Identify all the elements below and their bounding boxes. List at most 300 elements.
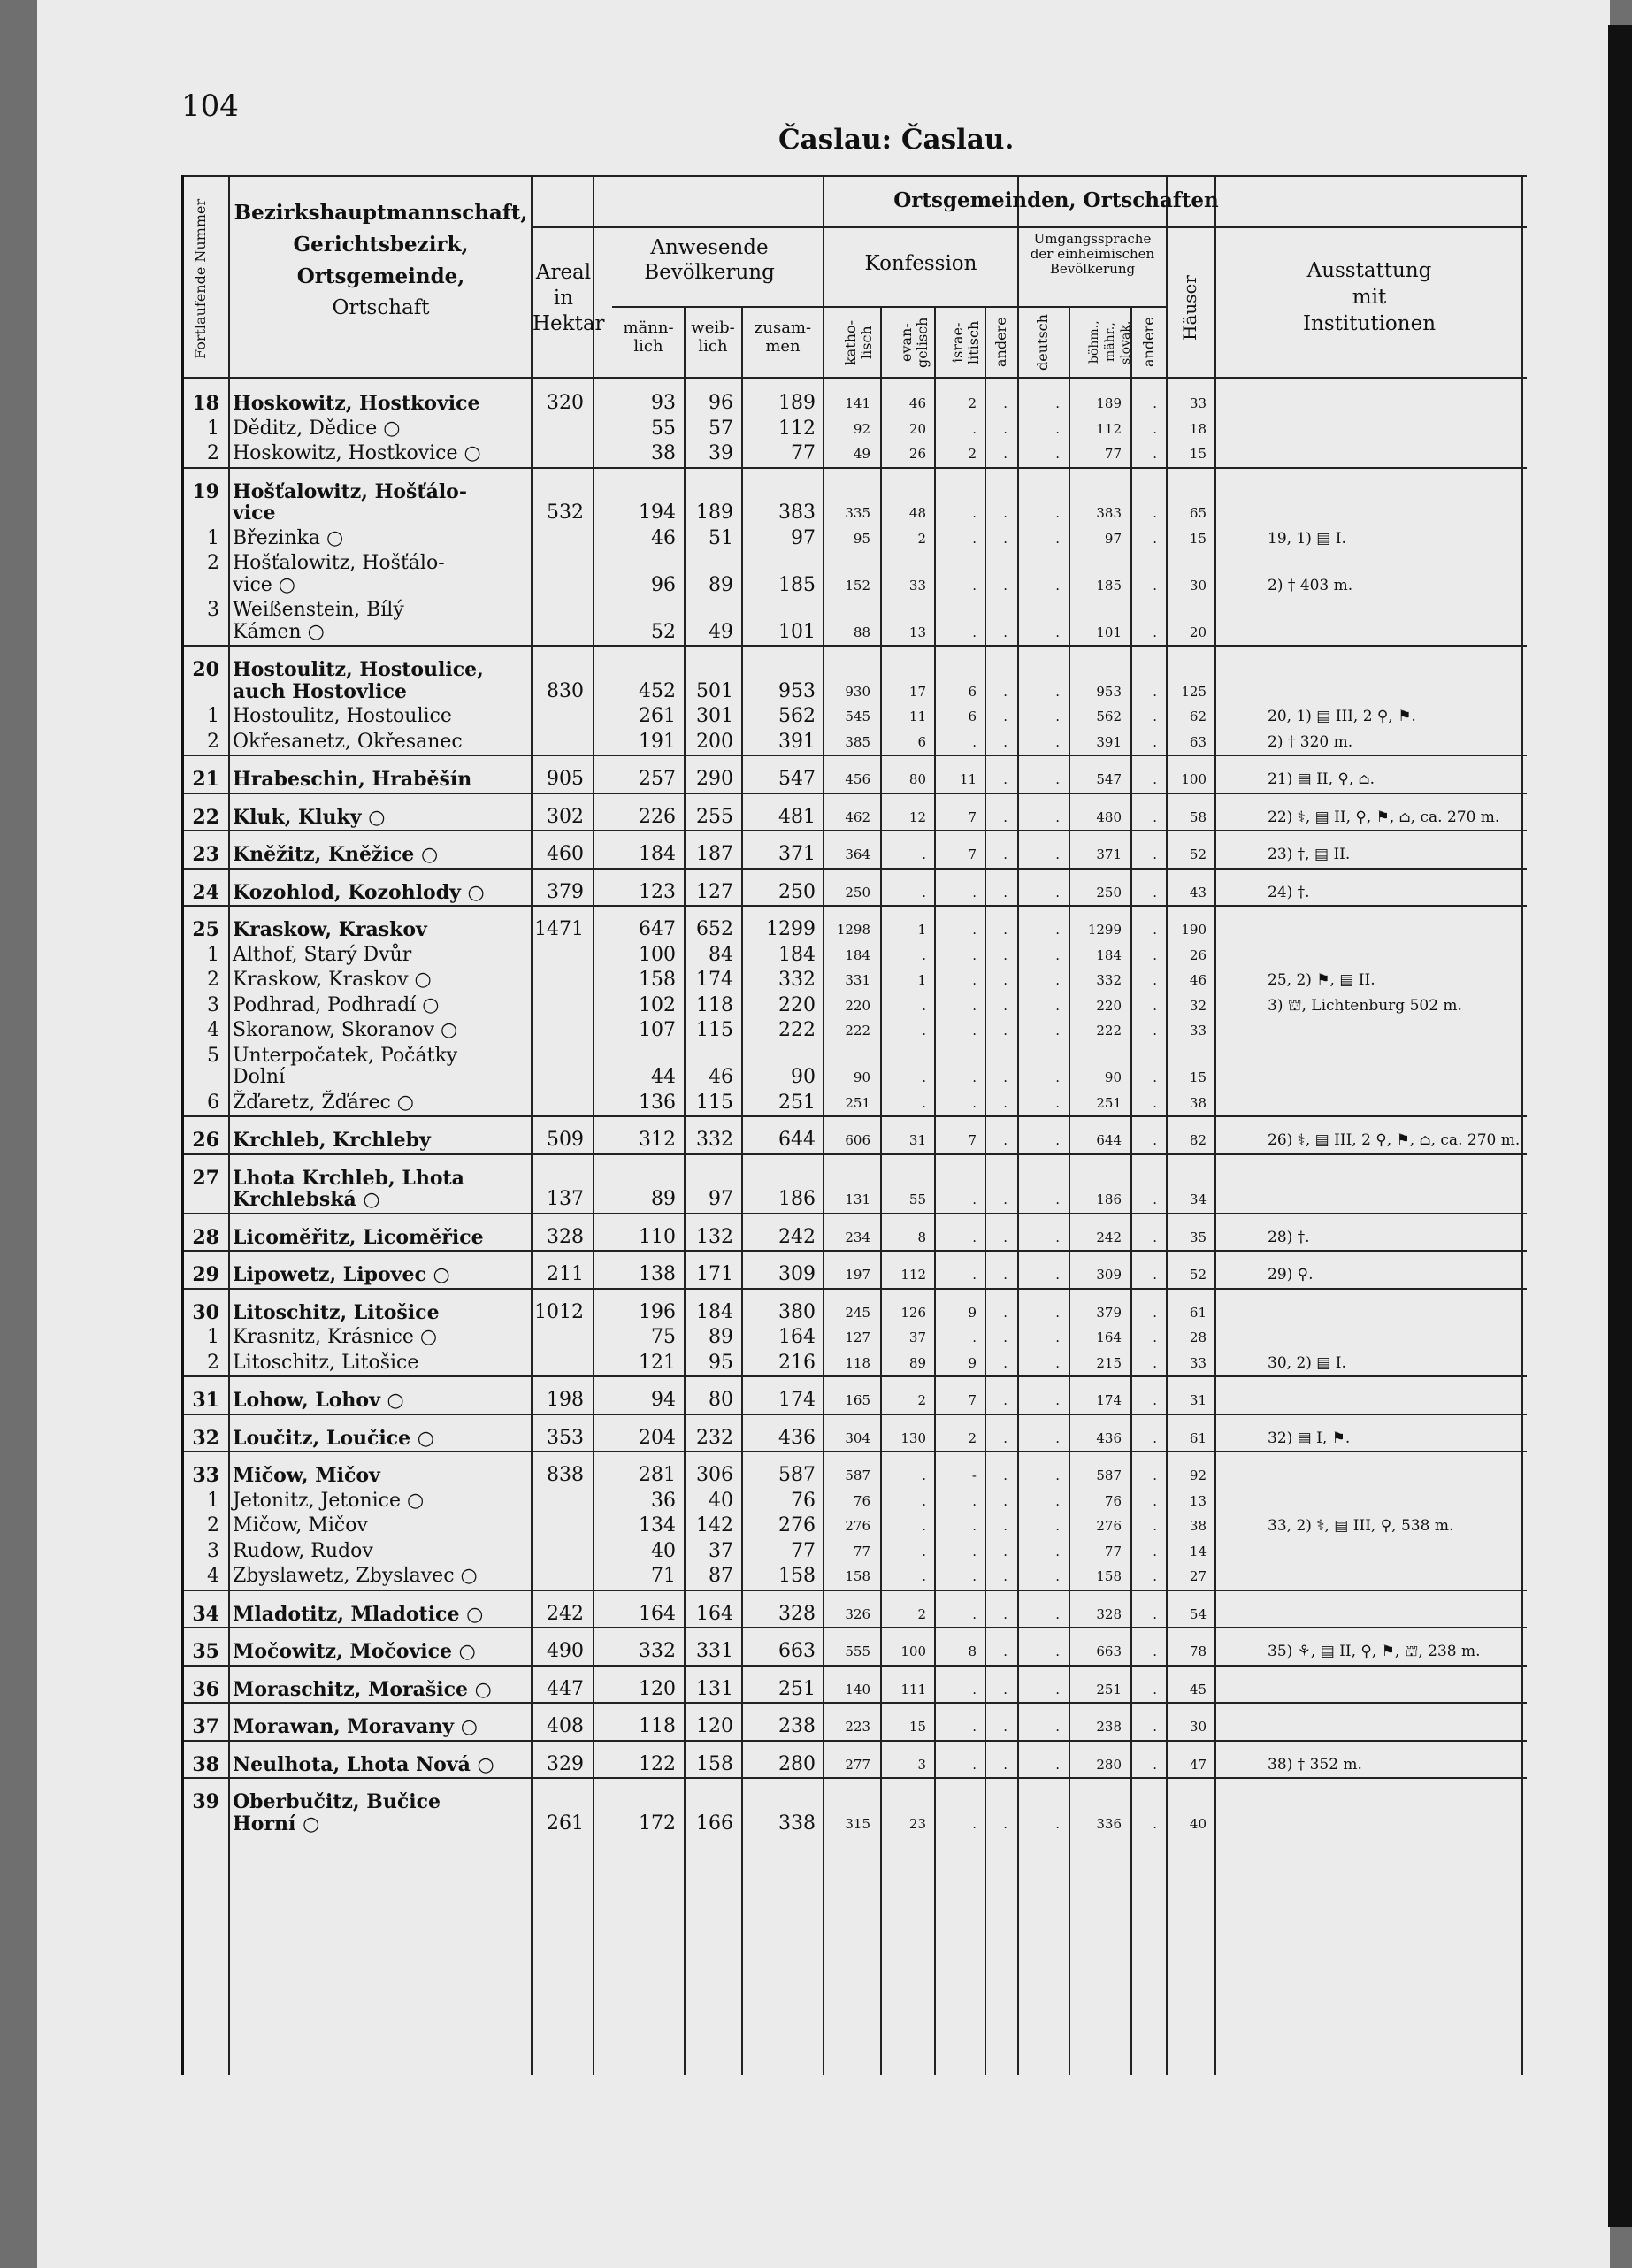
- cell-m: 100: [639, 943, 676, 966]
- header-bezirk-4: Ortschaft: [332, 296, 430, 319]
- cell-m: 158: [639, 969, 676, 991]
- cell-areal: 1471: [534, 918, 584, 940]
- header-areal-3: Hektar: [533, 312, 605, 335]
- table-row: [184, 1565, 1527, 1587]
- cell-an2: .: [1153, 1429, 1157, 1446]
- cell-z: 587: [778, 1464, 816, 1486]
- cell-an2: .: [1153, 1815, 1157, 1832]
- cell-an2: .: [1153, 1605, 1157, 1622]
- cell-an2: .: [1153, 1329, 1157, 1345]
- row-number: 28: [192, 1225, 219, 1249]
- cell-ev: 46: [908, 395, 926, 411]
- cell-kat: 245: [845, 1304, 870, 1321]
- header-weiblich-1: weib-: [691, 318, 735, 337]
- header-maennlich-2: lich: [633, 337, 663, 356]
- cell-and: .: [1003, 1756, 1008, 1773]
- header-zusammen-1: zusam-: [754, 318, 812, 337]
- cell-h: 13: [1189, 1492, 1207, 1509]
- cell-h: 61: [1189, 1429, 1207, 1446]
- cell-w: 184: [696, 1300, 733, 1323]
- header-umgangssprache-1: Umgangssprache: [1033, 231, 1152, 247]
- cell-h: 30: [1189, 1719, 1207, 1735]
- cell-kat: 251: [845, 1094, 870, 1111]
- row-number: 2: [207, 552, 219, 574]
- cell-z: 112: [778, 417, 816, 440]
- cell-an2: .: [1153, 1191, 1157, 1207]
- cell-h: 38: [1189, 1094, 1207, 1111]
- header-areal-1: Areal: [535, 261, 592, 284]
- cell-and: .: [1003, 808, 1008, 825]
- row-number: 1: [207, 705, 219, 727]
- institution-note: 38) † 352 m.: [1268, 1755, 1362, 1774]
- cell-kat: 545: [845, 709, 870, 724]
- table-row: [184, 1263, 1527, 1285]
- row-number: 6: [207, 1091, 219, 1114]
- cell-and: .: [1003, 884, 1008, 900]
- cell-m: 332: [639, 1640, 676, 1662]
- cell-and: .: [1003, 1429, 1008, 1446]
- cell-m: 38: [651, 442, 676, 464]
- cell-w: 120: [696, 1715, 733, 1737]
- cell-kat: 140: [845, 1681, 870, 1697]
- group-separator: [184, 467, 1527, 469]
- cell-bo: 76: [1104, 1492, 1122, 1509]
- header-deutsch: deutsch: [1034, 314, 1051, 371]
- cell-de: .: [1055, 1094, 1060, 1111]
- place-name: Horní ○: [233, 1812, 320, 1835]
- cell-h: 52: [1189, 847, 1207, 862]
- cell-w: 166: [696, 1812, 733, 1835]
- row-number: 5: [207, 1044, 219, 1067]
- cell-h: 125: [1181, 683, 1207, 700]
- cell-an2: .: [1153, 395, 1157, 411]
- cell-isr: .: [972, 972, 977, 988]
- cell-isr: .: [972, 946, 977, 963]
- cell-ev: 89: [908, 1354, 926, 1371]
- cell-isr: .: [972, 1568, 977, 1584]
- row-number: 2: [207, 1351, 219, 1374]
- cell-and: .: [1003, 505, 1008, 521]
- cell-m: 123: [639, 880, 676, 903]
- cell-areal: 328: [547, 1225, 584, 1248]
- cell-m: 46: [651, 526, 676, 549]
- cell-kat: 165: [845, 1392, 870, 1408]
- cell-w: 97: [709, 1188, 733, 1210]
- cell-h: 30: [1189, 577, 1207, 594]
- cell-kat: 326: [845, 1605, 870, 1622]
- cell-and: .: [1003, 624, 1008, 640]
- cell-ev: 3: [917, 1756, 926, 1773]
- cell-isr: .: [972, 624, 977, 640]
- cell-bo: 251: [1096, 1094, 1122, 1111]
- cell-w: 501: [696, 679, 733, 702]
- cell-m: 118: [639, 1715, 676, 1737]
- cell-and: .: [1003, 709, 1008, 724]
- cell-de: .: [1055, 808, 1060, 825]
- row-number: 27: [192, 1166, 219, 1190]
- table-row: [184, 994, 1527, 1016]
- cell-bo: 90: [1104, 1069, 1122, 1085]
- cell-kat: 158: [845, 1568, 870, 1584]
- cell-bo: 185: [1096, 577, 1122, 594]
- cell-de: .: [1055, 1518, 1060, 1534]
- cell-ev: 17: [908, 683, 926, 700]
- cell-w: 57: [709, 417, 733, 440]
- cell-areal: 408: [547, 1715, 584, 1737]
- cell-and: .: [1003, 1392, 1008, 1408]
- cell-w: 332: [696, 1129, 733, 1151]
- cell-bo: 222: [1096, 1023, 1122, 1038]
- cell-and: .: [1003, 1543, 1008, 1559]
- cell-z: 436: [778, 1426, 816, 1449]
- row-number: 2: [207, 1514, 219, 1536]
- table-row: [184, 1540, 1527, 1562]
- cell-kat: 88: [853, 624, 870, 640]
- cell-h: 65: [1189, 505, 1207, 521]
- group-separator: [184, 1414, 1527, 1415]
- cell-an2: .: [1153, 1719, 1157, 1735]
- cell-and: .: [1003, 1094, 1008, 1111]
- cell-m: 647: [639, 918, 676, 940]
- cell-isr: .: [972, 530, 977, 547]
- cell-areal: 905: [547, 768, 584, 790]
- cell-isr: .: [972, 1069, 977, 1085]
- cell-m: 134: [639, 1514, 676, 1536]
- institution-note: 32) ▤ I, ⚑.: [1268, 1429, 1351, 1447]
- cell-ev: .: [922, 1518, 926, 1534]
- cell-isr: .: [972, 1815, 977, 1832]
- cell-isr: .: [972, 1329, 977, 1345]
- cell-an2: .: [1153, 1023, 1157, 1038]
- group-separator: [184, 1288, 1527, 1290]
- cell-an2: .: [1153, 505, 1157, 521]
- table-row: [184, 658, 1527, 701]
- cell-and: .: [1003, 1304, 1008, 1321]
- cell-ev: 48: [908, 505, 926, 521]
- cell-h: 46: [1189, 972, 1207, 988]
- cell-isr: .: [972, 505, 977, 521]
- cell-bo: 663: [1096, 1644, 1122, 1659]
- cell-m: 164: [639, 1602, 676, 1625]
- cell-h: 34: [1189, 1191, 1207, 1207]
- table-row: [184, 1790, 1527, 1834]
- cell-z: 332: [778, 969, 816, 991]
- place-name: Lhota Krchleb, Lhota: [233, 1166, 464, 1190]
- cell-kat: 77: [853, 1543, 870, 1559]
- cell-w: 132: [696, 1225, 733, 1248]
- cell-ev: 55: [908, 1191, 926, 1207]
- place-name: Unterpočatek, Počátky: [233, 1044, 458, 1067]
- cell-de: .: [1055, 847, 1060, 862]
- cell-and: .: [1003, 577, 1008, 594]
- row-number: 24: [192, 880, 219, 904]
- place-name: Krasnitz, Krásnice ○: [233, 1326, 438, 1348]
- cell-isr: -: [971, 1467, 977, 1483]
- cell-kat: 197: [845, 1267, 870, 1283]
- cell-w: 131: [696, 1677, 733, 1700]
- header-ausstattung-2: mit: [1352, 286, 1387, 309]
- table-row: [184, 1678, 1527, 1700]
- cell-an2: .: [1153, 683, 1157, 700]
- cell-an2: .: [1153, 1467, 1157, 1483]
- cell-z: 481: [778, 805, 816, 828]
- cell-w: 46: [709, 1066, 733, 1088]
- cell-bo: 328: [1096, 1605, 1122, 1622]
- place-name: Dolní: [233, 1066, 286, 1088]
- cell-w: 87: [709, 1565, 733, 1587]
- cell-h: 61: [1189, 1304, 1207, 1321]
- cell-and: .: [1003, 1719, 1008, 1735]
- cell-de: .: [1055, 1756, 1060, 1773]
- cell-isr: 2: [968, 395, 977, 411]
- cell-de: .: [1055, 1392, 1060, 1408]
- cell-ev: 6: [917, 733, 926, 750]
- row-number: 39: [192, 1790, 219, 1813]
- cell-de: .: [1055, 1329, 1060, 1345]
- table-row: [184, 418, 1527, 440]
- row-number: 26: [192, 1129, 219, 1152]
- group-separator: [184, 1250, 1527, 1252]
- cell-w: 187: [696, 843, 733, 865]
- institution-note: 2) † 403 m.: [1268, 576, 1353, 594]
- cell-m: 75: [651, 1326, 676, 1348]
- cell-z: 1299: [766, 918, 816, 940]
- cell-kat: 587: [845, 1467, 870, 1483]
- header-israelitisch: israe-litisch: [949, 320, 982, 364]
- group-separator: [184, 1627, 1527, 1628]
- cell-m: 102: [639, 993, 676, 1016]
- cell-isr: .: [972, 577, 977, 594]
- group-separator: [184, 1375, 1527, 1377]
- cell-isr: 9: [968, 1304, 977, 1321]
- place-name: Podhrad, Podhradí ○: [233, 993, 440, 1016]
- cell-m: 36: [651, 1489, 676, 1512]
- cell-h: 33: [1189, 1023, 1207, 1038]
- cell-z: 77: [791, 442, 816, 464]
- header-weiblich-2: lich: [698, 337, 728, 356]
- place-name: Kluk, Kluky ○: [233, 805, 386, 829]
- cell-z: 242: [778, 1225, 816, 1248]
- cell-m: 89: [651, 1188, 676, 1210]
- cell-isr: 9: [968, 1354, 977, 1371]
- cell-kat: 131: [845, 1191, 870, 1207]
- cell-ev: 2: [917, 1392, 926, 1408]
- place-name: auch Hostovlice: [233, 679, 407, 703]
- cell-bo: 77: [1104, 1543, 1122, 1559]
- table-row: [184, 1326, 1527, 1348]
- cell-z: 276: [778, 1514, 816, 1536]
- cell-an2: .: [1153, 1094, 1157, 1111]
- cell-h: 18: [1189, 420, 1207, 437]
- institution-note: 24) †.: [1268, 883, 1310, 901]
- row-number: 1: [207, 1326, 219, 1348]
- cell-kat: 276: [845, 1518, 870, 1534]
- header-ortsgemeinden: Ortsgemeinden, Ortschaften: [893, 188, 1219, 212]
- cell-ev: 126: [900, 1304, 926, 1321]
- cell-bo: 164: [1096, 1329, 1122, 1345]
- cell-kat: 462: [845, 808, 870, 825]
- cell-h: 33: [1189, 1354, 1207, 1371]
- place-name: Krchleb, Krchleby: [233, 1129, 431, 1152]
- row-number: 2: [207, 442, 219, 464]
- cell-de: .: [1055, 733, 1060, 750]
- cell-isr: 7: [968, 1392, 977, 1408]
- header-fortlaufende-nummer: Fortlaufende Nummer: [192, 198, 209, 360]
- cell-an2: .: [1153, 733, 1157, 750]
- cell-ev: .: [922, 1069, 926, 1085]
- cell-isr: 6: [968, 683, 977, 700]
- cell-an2: .: [1153, 1069, 1157, 1085]
- row-number: 4: [207, 1019, 219, 1041]
- cell-bo: 77: [1104, 446, 1122, 462]
- institution-note: 26) ⚕, ▤ III, 2 ⚲, ⚑, ⌂, ca. 270 m.: [1268, 1131, 1521, 1149]
- place-name: Weißenstein, Bílý: [233, 599, 404, 621]
- place-name: Kraskow, Kraskov: [233, 918, 427, 941]
- table-row: [184, 806, 1527, 828]
- cell-isr: 7: [968, 847, 977, 862]
- cell-kat: 277: [845, 1756, 870, 1773]
- table-row: [184, 1129, 1527, 1151]
- cell-h: 35: [1189, 1229, 1207, 1245]
- cell-and: .: [1003, 972, 1008, 988]
- cell-h: 54: [1189, 1605, 1207, 1622]
- table-row: [184, 1464, 1527, 1486]
- row-number: 30: [192, 1300, 219, 1324]
- cell-bo: 644: [1096, 1132, 1122, 1148]
- cell-kat: 220: [845, 997, 870, 1014]
- cell-h: 27: [1189, 1568, 1207, 1584]
- table-row: [184, 768, 1527, 790]
- header-haeuser: Häuser: [1179, 275, 1200, 341]
- cell-areal: 302: [547, 805, 584, 828]
- cell-de: .: [1055, 1229, 1060, 1245]
- group-separator: [184, 830, 1527, 831]
- cell-areal: 460: [547, 843, 584, 865]
- cell-bo: 309: [1096, 1267, 1122, 1283]
- place-name: Krchlebská ○: [233, 1188, 380, 1211]
- cell-an2: .: [1153, 1568, 1157, 1584]
- place-name: Hošťalowitz, Hošťálo-: [233, 552, 445, 574]
- cell-areal: 532: [547, 502, 584, 524]
- cell-z: 338: [778, 1812, 816, 1835]
- cell-ev: 1: [917, 972, 926, 988]
- place-name: Hošťalowitz, Hošťálo-: [233, 479, 467, 503]
- cell-z: 189: [778, 392, 816, 414]
- header-konfession: Konfession: [864, 252, 977, 275]
- cell-z: 220: [778, 993, 816, 1016]
- cell-w: 331: [696, 1640, 733, 1662]
- cell-kat: 456: [845, 771, 870, 787]
- cell-kat: 49: [853, 446, 870, 462]
- cell-an2: .: [1153, 922, 1157, 938]
- cell-kat: 92: [853, 420, 870, 437]
- cell-ev: 33: [908, 577, 926, 594]
- row-number: 3: [207, 599, 219, 621]
- cell-m: 55: [651, 417, 676, 440]
- cell-ev: .: [922, 1543, 926, 1559]
- cell-z: 174: [778, 1389, 816, 1411]
- cell-isr: 11: [959, 771, 977, 787]
- place-name: Lipowetz, Lipovec ○: [233, 1263, 450, 1286]
- cell-h: 78: [1189, 1644, 1207, 1659]
- cell-de: .: [1055, 1023, 1060, 1038]
- group-separator: [184, 645, 1527, 647]
- cell-isr: .: [972, 922, 977, 938]
- cell-w: 115: [696, 1019, 733, 1041]
- cell-ev: .: [922, 1467, 926, 1483]
- institution-note: 21) ▤ II, ⚲, ⌂.: [1268, 770, 1375, 788]
- table-row: [184, 1715, 1527, 1737]
- table-row: [184, 881, 1527, 903]
- header-bezirk-3: Ortsgemeinde,: [296, 264, 465, 288]
- cell-w: 232: [696, 1426, 733, 1449]
- cell-areal: 353: [547, 1426, 584, 1449]
- cell-z: 76: [791, 1489, 816, 1512]
- cell-m: 40: [651, 1539, 676, 1562]
- cell-isr: .: [972, 1518, 977, 1534]
- cell-ev: 12: [908, 808, 926, 825]
- cell-h: 47: [1189, 1756, 1207, 1773]
- cell-bo: 436: [1096, 1429, 1122, 1446]
- institution-note: 25, 2) ⚑, ▤ II.: [1268, 971, 1375, 989]
- cell-an2: .: [1153, 577, 1157, 594]
- cell-ev: .: [922, 1492, 926, 1509]
- cell-m: 281: [639, 1464, 676, 1486]
- cell-ev: 31: [908, 1132, 926, 1148]
- place-name: Okřesanetz, Okřesanec: [233, 730, 463, 753]
- cell-isr: .: [972, 1191, 977, 1207]
- cell-an2: .: [1153, 808, 1157, 825]
- table-row: [184, 731, 1527, 753]
- header-anwesende-2: Bevölkerung: [644, 261, 775, 284]
- cell-z: 644: [778, 1129, 816, 1151]
- cell-de: .: [1055, 1354, 1060, 1371]
- header-bezirk-2: Gerichtsbezirk,: [293, 233, 469, 257]
- cell-kat: 364: [845, 847, 870, 862]
- table-row: [184, 1389, 1527, 1411]
- cell-de: .: [1055, 997, 1060, 1014]
- cell-bo: 101: [1096, 624, 1122, 640]
- cell-kat: 152: [845, 577, 870, 594]
- cell-an2: .: [1153, 446, 1157, 462]
- cell-ev: 100: [900, 1644, 926, 1659]
- cell-z: 383: [778, 502, 816, 524]
- cell-de: .: [1055, 1681, 1060, 1697]
- header-maennlich-1: männ-: [623, 318, 674, 337]
- cell-isr: .: [972, 1492, 977, 1509]
- cell-z: 663: [778, 1640, 816, 1662]
- cell-h: 14: [1189, 1543, 1207, 1559]
- header-ausstattung-3: Institutionen: [1302, 312, 1437, 335]
- header-evangelisch: evan-gelisch: [898, 317, 931, 368]
- cell-m: 312: [639, 1129, 676, 1151]
- table-row: [184, 944, 1527, 966]
- cell-bo: 547: [1096, 771, 1122, 787]
- cell-m: 261: [639, 705, 676, 727]
- cell-z: 371: [778, 843, 816, 865]
- row-number: 36: [192, 1677, 219, 1701]
- cell-h: 52: [1189, 1267, 1207, 1283]
- cell-de: .: [1055, 1543, 1060, 1559]
- row-number: 29: [192, 1263, 219, 1286]
- cell-h: 58: [1189, 808, 1207, 825]
- row-number: 37: [192, 1715, 219, 1738]
- table-row: [184, 1301, 1527, 1323]
- cell-h: 33: [1189, 395, 1207, 411]
- cell-m: 184: [639, 843, 676, 865]
- cell-de: .: [1055, 1191, 1060, 1207]
- row-number: 3: [207, 993, 219, 1016]
